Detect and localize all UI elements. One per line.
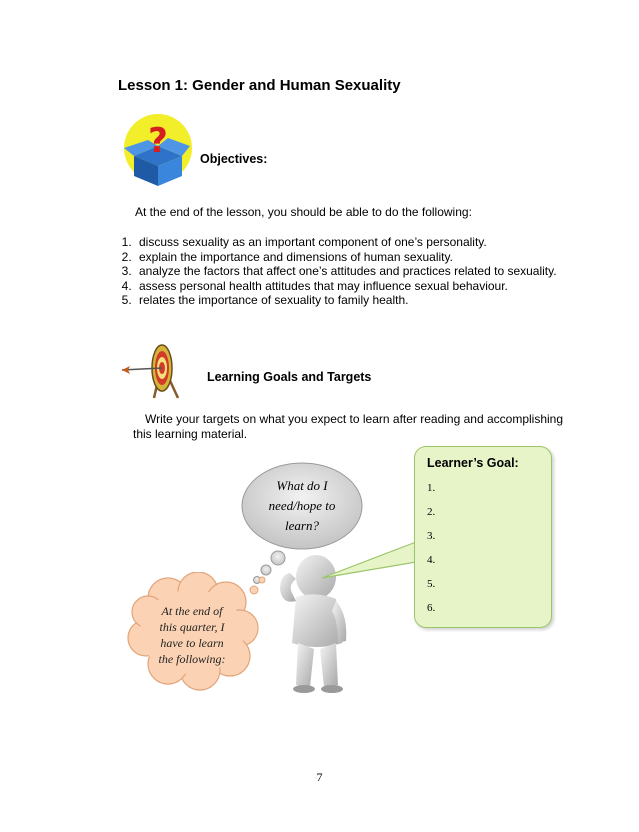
thought-line: What do I	[276, 478, 328, 493]
goal-line-number: 4.	[427, 554, 436, 566]
goal-line-number: 1.	[427, 482, 436, 494]
thought-line: learn?	[285, 518, 319, 533]
target-arrow-icon	[118, 342, 198, 400]
objective-item: 4. assess personal health attitudes that may influence sexual behaviour.	[135, 279, 583, 294]
lesson-title: Lesson 1: Gender and Human Sexuality	[118, 77, 401, 94]
cloud-line: have to learn	[160, 636, 224, 650]
page-number: 7	[316, 770, 323, 784]
objective-item: 1. discuss sexuality as an important component of one’s personality.	[135, 235, 583, 250]
objectives-list	[115, 235, 583, 308]
thought-bubble-text	[252, 476, 352, 536]
goal-callout-pointer	[320, 540, 420, 590]
goal-line-number: 5.	[427, 578, 436, 590]
goals-heading: Learning Goals and Targets	[207, 370, 372, 384]
cloud-bubble-text	[140, 603, 244, 667]
goal-line-number: 6.	[427, 602, 436, 614]
goals-instruction: Write your targets on what you expect to learn after reading and accomplishing this learning material.	[133, 412, 564, 441]
objective-item: 3. analyze the factors that affect one’s attitudes and practices related to sexuality.	[135, 264, 583, 279]
svg-text:?: ?	[148, 121, 168, 161]
cloud-line: the following:	[158, 652, 226, 666]
objectives-heading: Objectives:	[200, 152, 268, 166]
objective-item: 2. explain the importance and dimensions of human sexuality.	[135, 250, 583, 265]
goal-line-number: 2.	[427, 506, 436, 518]
question-box-icon	[120, 112, 192, 186]
cloud-line: At the end of	[161, 604, 223, 618]
objectives-intro: At the end of the lesson, you should be able to do the following:	[135, 205, 472, 219]
learner-goal-heading: Learner’s Goal:	[427, 456, 519, 470]
cloud-line: this quarter, I	[159, 620, 225, 634]
thought-line: need/hope to	[268, 498, 336, 513]
objective-item: 5. relates the importance of sexuality to family health.	[135, 293, 583, 308]
goal-line-number: 3.	[427, 530, 436, 542]
